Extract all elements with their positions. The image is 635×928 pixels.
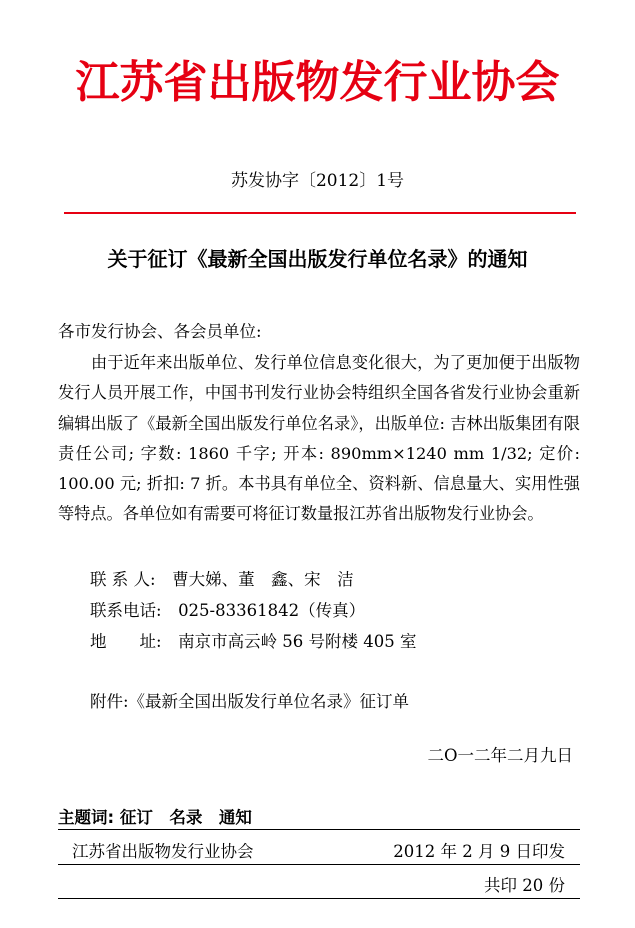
salutation: 各市发行协会、各会员单位: [58, 322, 262, 341]
contact-person-label: 联 系 人: [90, 570, 156, 589]
subject-terms: 征订 名录 通知 [119, 808, 252, 827]
organization-title: 江苏省出版物发行业协会 [75, 57, 560, 108]
footer-top-rule [58, 829, 580, 830]
attachment-line: 附件:《最新全国出版发行单位名录》征订单 [90, 692, 410, 711]
contact-phone-value: 025-83361842（传真） [178, 601, 366, 620]
contact-address-label: 地 址: [90, 632, 162, 651]
notice-title: 关于征订《最新全国出版发行单位名录》的通知 [107, 247, 528, 271]
contact-person-row [90, 566, 354, 590]
copies-count: 共印 20 份 [484, 876, 565, 895]
subject-label: 主题词: [58, 808, 115, 827]
footer-bottom-rule [58, 898, 580, 899]
contact-address-row [90, 628, 417, 652]
contact-person-value: 曹大娣、董 鑫、宋 洁 [172, 570, 354, 589]
contact-phone-label: 联系电话: [90, 601, 162, 620]
notice-body-paragraph: 由于近年来出版单位、发行单位信息变化很大，为了更加便于出版物发行人员开展工作，中国书刊发行业协会特组织全国各省发行业协会重新编辑出版了《最新全国出版发行单位名录》，出版单位: 吉林出版集团有限责任公司; 字数: 1860 千字; 开本: 890mm×1240 mm 1/32; 定价: 100.00 元; 折扣: 7 折。本书具有单位全、资料新、信息量大、实用性强等特点。各单位如有需要可将征订数量报江苏省出版物发行业协会。 [58, 353, 580, 524]
document-number: 苏发协字〔2012〕1号 [230, 171, 405, 191]
header-red-divider [64, 212, 576, 214]
footer-middle-rule [58, 864, 580, 865]
notice-date: 二O一二年二月九日 [427, 746, 573, 765]
contact-phone-row [90, 597, 365, 621]
contact-address-value: 南京市高云岭 56 号附楼 405 室 [178, 632, 417, 651]
subject-keywords-row [58, 804, 252, 828]
issue-date: 2012 年 2 月 9 日印发 [393, 842, 565, 861]
issuer-name: 江苏省出版物发行业协会 [72, 842, 254, 861]
